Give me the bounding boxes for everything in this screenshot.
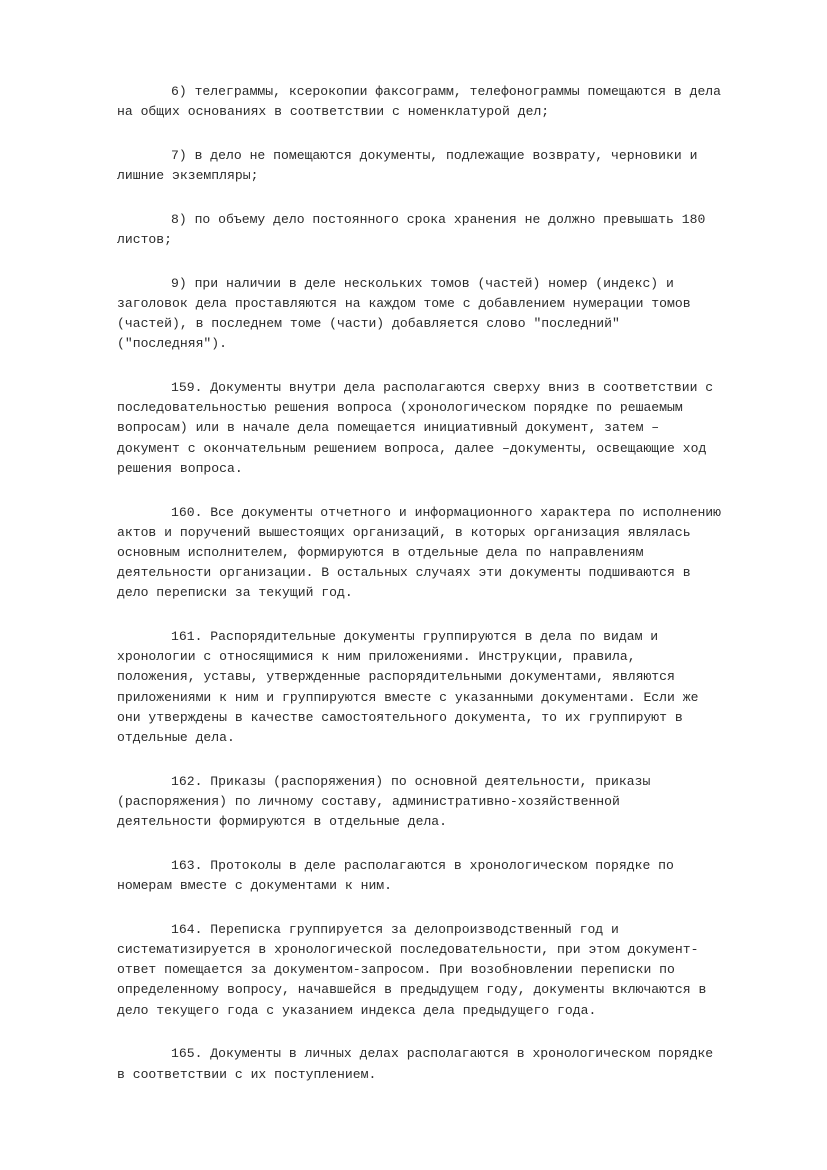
text-line: систематизируется в хронологической последовательности, при этом документ- — [117, 942, 699, 957]
text-line: приложениями к ним и группируются вместе с указанными документами. Если же — [117, 689, 699, 705]
text-line: 163. Протоколы в деле располагаются в хронологическом порядке по — [171, 857, 674, 873]
text-line: листов; — [117, 232, 173, 248]
text-line: ("последняя"). — [117, 336, 228, 352]
paragraph-161 — [117, 627, 767, 748]
text-line: дело текущего года с указанием индекса дела предыдущего года. — [117, 1002, 597, 1018]
text-line: решения вопроса. — [117, 460, 243, 476]
text-line: заголовок дела проставляются на каждом томе с добавлением нумерации томов — [117, 295, 691, 311]
text-line: 161. Распорядительные документы группируются в дела по видам и — [171, 629, 659, 645]
text-line: определенному вопросу, начавшейся в предыдущем году, документы включаются в — [117, 982, 707, 998]
text-line: актов и поручений вышестоящих организаций, в которых организация являлась — [117, 524, 691, 540]
text-line: 162. Приказы (распоряжения) по основной деятельности, приказы — [171, 773, 651, 789]
paragraph-item-7 — [117, 146, 767, 186]
text-line: хронологии с относящимися к ним приложениями. Инструкции, правила, — [117, 649, 636, 665]
text-line: 8) по объему дело постоянного срока хранения не должно превышать 180 — [171, 211, 706, 227]
text-line: лишние экземпляры; — [117, 168, 259, 184]
text-line: положения, уставы, утвержденные распорядительными документами, являются — [117, 669, 675, 685]
text-line: (распоряжения) по личному составу, административно-хозяйственной — [117, 793, 620, 809]
paragraph-160 — [117, 503, 767, 604]
paragraph-165 — [117, 1044, 767, 1084]
text-line: отдельные дела. — [117, 730, 235, 746]
text-line: последовательностью решения вопроса (хронологическом порядке по решаемым — [117, 400, 683, 416]
paragraph-item-9 — [117, 274, 767, 355]
text-line: (частей), в последнем томе (части) добавляется слово "последний" — [117, 316, 620, 332]
paragraph-item-6 — [117, 82, 767, 122]
text-line: 6) телеграммы, ксерокопии факсограмм, телефонограммы помещаются в дела — [171, 84, 722, 99]
text-line: 160. Все документы отчетного и информационного характера по исполнению — [171, 504, 722, 520]
paragraph-162 — [117, 772, 767, 833]
text-line: 159. Документы внутри дела располагаются сверху вниз в соответствии с — [171, 380, 714, 396]
paragraph-164 — [117, 920, 767, 1021]
paragraph-159 — [117, 378, 767, 479]
text-line: вопросам) или в начале дела помещается инициативный документ, затем – — [117, 420, 660, 436]
text-line: 9) при наличии в деле нескольких томов (частей) номер (индекс) и — [171, 275, 674, 291]
text-line: 165. Документы в личных делах располагаются в хронологическом порядке — [171, 1046, 714, 1062]
text-line: 164. Переписка группируется за делопроизводственный год и — [171, 921, 619, 937]
text-line: 7) в дело не помещаются документы, подлежащие возврату, черновики и — [171, 147, 698, 163]
text-line: на общих основаниях в соответствии с номенклатурой дел; — [117, 104, 550, 120]
text-line: в соответствии с их поступлением. — [117, 1066, 377, 1082]
text-line: ответ помещается за документом-запросом. При возобновлении переписки по — [117, 962, 675, 978]
document-page — [117, 82, 767, 1108]
text-line: деятельности формируются в отдельные дела. — [117, 814, 448, 830]
text-line: номерам вместе с документами к ним. — [117, 878, 393, 894]
text-line: дело переписки за текущий год. — [117, 585, 353, 601]
paragraph-item-8 — [117, 210, 767, 250]
text-line: основным исполнителем, формируются в отдельные дела по направлениям — [117, 544, 644, 560]
text-line: деятельности организации. В остальных случаях эти документы подшиваются в — [117, 565, 691, 581]
paragraph-163 — [117, 856, 767, 896]
text-line: документ с окончательным решением вопроса, далее –документы, освещающие ход — [117, 440, 707, 456]
text-line: они утверждены в качестве самостоятельного документа, то их группируют в — [117, 709, 683, 725]
